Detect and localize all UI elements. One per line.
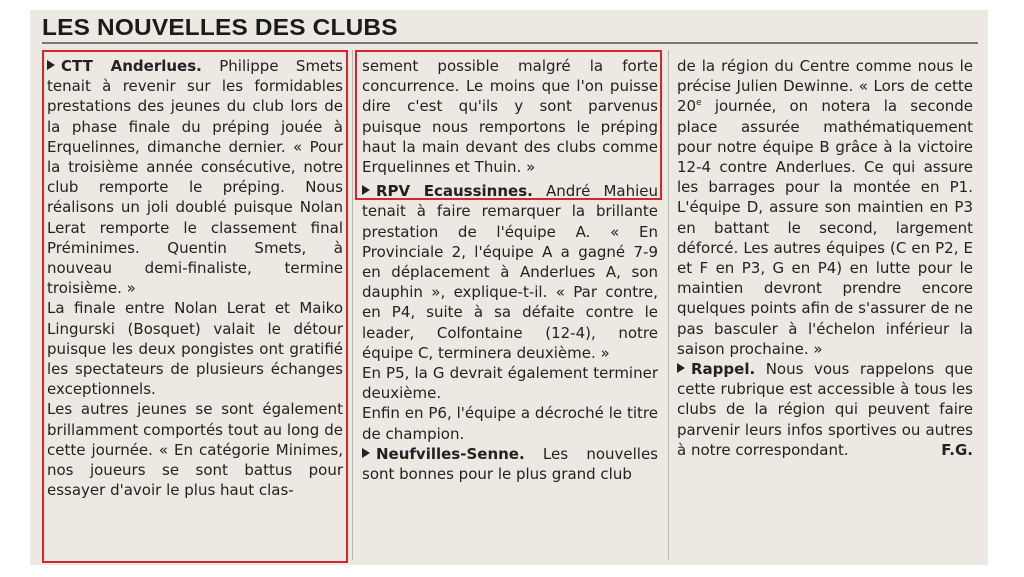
column-1 — [47, 56, 343, 500]
paragraph: La finale entre Nolan Lerat et Maiko Lingurski (Bosquet) valait le détour puisque les deux pongistes ont gratifié les spectateurs de plusieurs échanges exceptionnels. — [47, 299, 343, 399]
paragraph: Enfin en P6, l'équipe a décroché le titre de champion. — [362, 404, 658, 443]
bullet-arrow-icon — [47, 60, 55, 70]
author-signature: F.G. — [941, 440, 973, 459]
paragraph-text: de la région du Centre comme nous le précise Julien Dewinne. « Lors de cette 20 — [677, 57, 973, 116]
paragraph-text: Philippe Smets tenait à revenir sur les formidables prestations des jeunes du club lors de la phase finale du préping jouée à Erquelinnes, dimanche dernier. « Pour la troisième année consécutive, notre club remporte le préping. Nous réalisons un joli doublé puisque Nolan Lerat remporte le classement final Préminimes. Quentin Smets, à nouveau demi-finaliste, termine troisième. » — [47, 57, 343, 298]
paragraph-text: Nous vous rappelons que cette rubrique est accessible à tous les clubs de la région qui peuvent faire parvenir leurs infos sportives ou autres à notre correspondant. — [677, 360, 973, 459]
paragraph-text: Les nouvelles sont bonnes pour le plus grand club — [362, 444, 658, 484]
paragraph: En P5, la G devrait également terminer deuxième. — [362, 364, 658, 403]
paragraph — [677, 359, 973, 460]
paragraph — [47, 56, 343, 298]
ordinal-suffix: e — [696, 98, 702, 109]
paragraph-text: journée, on notera la seconde place assurée mathématiquement pour notre équipe B grâce à la victoire 12-4 contre Anderlues. Ce qui assure les barrages pour la montée en P1. L'équipe D, assure son maintien en P3 en battant le second, largement déforcé. Les autres équipes (C en P2, E et F en P3, G en P4) en lutte pour le maintien devront prendre encore quelques points afin de s'assurer de ne pas basculer à l'échelon inférieur la saison prochaine. » — [677, 97, 973, 358]
paragraph — [362, 444, 658, 484]
bullet-arrow-icon — [677, 363, 685, 373]
column-2 — [362, 56, 658, 484]
column-divider — [668, 50, 669, 560]
paragraph — [677, 56, 973, 359]
bullet-arrow-icon — [362, 448, 370, 458]
club-name: Rappel. — [691, 360, 756, 379]
paragraph-text: André Mahieu tenait à faire remarquer la brillante prestation de l'équipe A. « En Provinciale 2, l'équipe A a gagné 7-9 en déplacement à Anderlues A, son dauphin », explique-t-il. « Par contre, en P4, suite à sa défaite contre le leader, Colfontaine (12-4), notre équipe C, terminera deuxième. » — [362, 182, 658, 362]
column-3 — [677, 56, 973, 460]
paragraph: sement possible malgré la forte concurrence. Le moins que l'on puisse dire c'est qu'ils y sont parvenus puisque nous remportons le préping haut la main devant des clubs comme Erquelinnes et Thuin. » — [362, 57, 658, 177]
club-name: RPV Ecaussinnes. — [376, 182, 533, 201]
section-title: LES NOUVELLES DES CLUBS — [42, 14, 398, 40]
paragraph: Les autres jeunes se sont également brillamment comportés tout au long de cette journée. « En catégorie Minimes, nos joueurs se sont battus pour essayer d'avoir le plus haut clas- — [47, 400, 343, 500]
club-name: Neufvilles-Senne. — [376, 444, 525, 463]
club-name: CTT Anderlues. — [61, 57, 202, 75]
header-divider — [42, 42, 978, 44]
bullet-arrow-icon — [362, 185, 370, 195]
column-divider — [352, 50, 353, 560]
paragraph — [362, 181, 658, 363]
